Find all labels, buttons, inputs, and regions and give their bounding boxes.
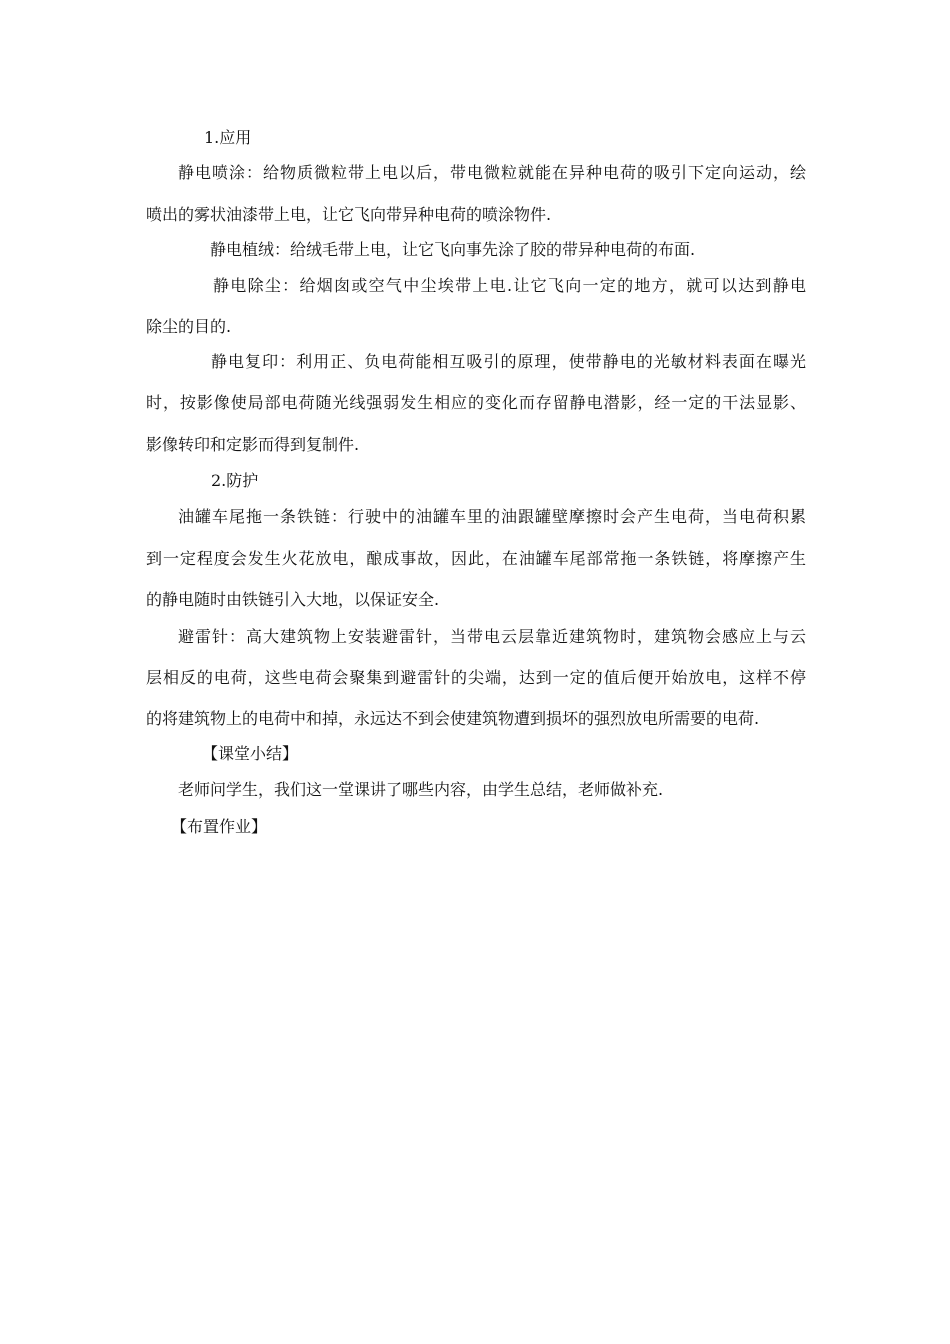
section-heading-protection: 2.防护 <box>211 471 259 490</box>
paragraph-electrostatic-flocking: 静电植绒：给绒毛带上电，让它飞向事先涂了胶的带异种电荷的布面. <box>210 240 696 259</box>
class-summary-heading: 【课堂小结】 <box>202 744 299 763</box>
paragraph-tanker-chain-line-2: 到一定程度会发生火花放电，酿成事故，因此，在油罐车尾部常拖一条铁链，将摩擦产生 <box>146 549 806 568</box>
paragraph-dust-removal-line-2: 除尘的目的. <box>146 317 232 336</box>
paragraph-tanker-chain-line-3: 的静电随时由铁链引入大地，以保证安全. <box>146 590 440 609</box>
paragraph-lightning-rod-line-3: 的将建筑物上的电荷中和掉，永远达不到会使建筑物遭到损坏的强烈放电所需要的电荷. <box>146 709 760 728</box>
paragraph-electrostatic-copying-line-1: 静电复印：利用正、负电荷能相互吸引的原理，使带静电的光敏材料表面在曝光 <box>211 352 806 371</box>
paragraph-electrostatic-spraying-line-1: 静电喷涂：给物质微粒带上电以后，带电微粒就能在异种电荷的吸引下定向运动，绘 <box>178 163 806 182</box>
paragraph-electrostatic-copying-line-3: 影像转印和定影而得到复制件. <box>146 435 360 454</box>
section-heading-application: 1.应用 <box>204 128 252 147</box>
paragraph-lightning-rod-line-1: 避雷针：高大建筑物上安装避雷针，当带电云层靠近建筑物时，建筑物会感应上与云 <box>178 627 806 646</box>
paragraph-dust-removal-line-1: 静电除尘：给烟囱或空气中尘埃带上电.让它飞向一定的地方，就可以达到静电 <box>213 276 806 295</box>
paragraph-electrostatic-copying-line-2: 时，按影像使局部电荷随光线强弱发生相应的变化而存留静电潜影，经一定的干法显影、 <box>146 393 806 412</box>
homework-heading: 【布置作业】 <box>171 817 268 836</box>
paragraph-tanker-chain-line-1: 油罐车尾拖一条铁链：行驶中的油罐车里的油跟罐壁摩擦时会产生电荷，当电荷积累 <box>178 507 806 526</box>
paragraph-electrostatic-spraying-line-2: 喷出的雾状油漆带上电，让它飞向带异种电荷的喷涂物件. <box>146 205 552 224</box>
paragraph-lightning-rod-line-2: 层相反的电荷，这些电荷会聚集到避雷针的尖端，达到一定的值后便开始放电，这样不停 <box>146 668 806 687</box>
class-summary-text: 老师问学生，我们这一堂课讲了哪些内容，由学生总结，老师做补充. <box>178 780 664 799</box>
